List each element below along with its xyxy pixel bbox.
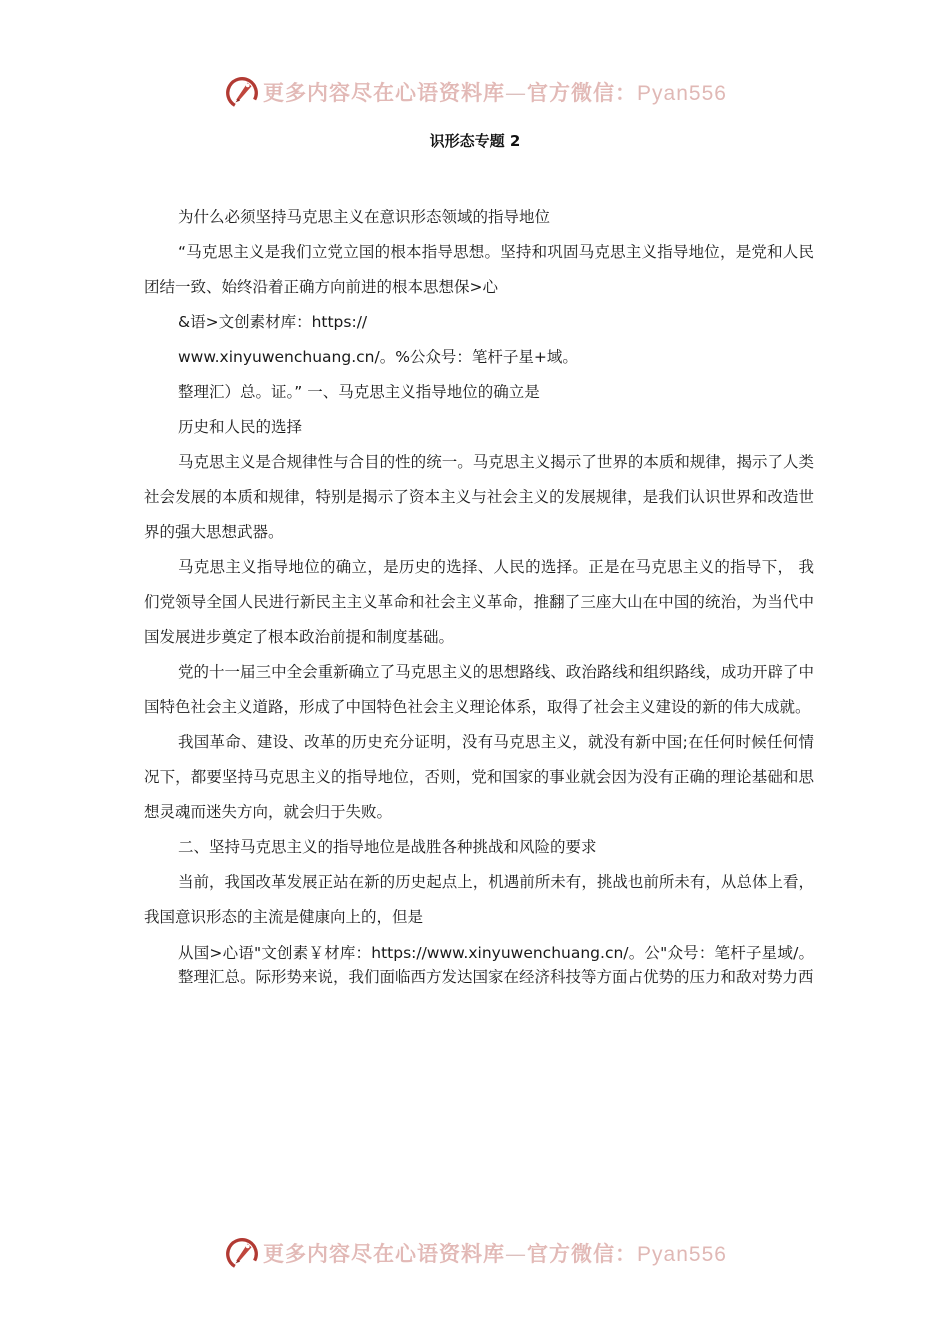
- paragraph: 当前，我国改革发展正站在新的历史起点上，机遇前所未有，挑战也前所未有，从总体上看，我国意识形态的主流是健康向上的，但是: [144, 873, 814, 926]
- banner-dash: —: [505, 1242, 528, 1266]
- paragraph: &语>文创素材库：https://: [178, 313, 368, 331]
- banner-wechat-label: 官方微信：: [527, 1241, 638, 1266]
- paragraph: 党的十一届三中全会重新确立了马克思主义的思想路线、政治路线和组织路线，成功开辟了中国特色社会主义道路，形成了中国特色社会主义理论体系，取得了社会主义建设的新的伟大成就。: [144, 663, 814, 716]
- paragraph: “马克思主义是我们立党立国的根本指导思想。坚持和巩固马克思主义指导地位，是党和人民团结一致、始终沿着正确方向前进的根本思想保>心: [144, 243, 814, 296]
- banner-text: 更多内容尽在心语资料库: [263, 1241, 506, 1266]
- pen-nib-icon: [223, 1234, 261, 1272]
- section-heading: 二、坚持马克思主义的指导地位是战胜各种挑战和风险的要求: [178, 838, 597, 856]
- paragraph: 马克思主义指导地位的确立，是历史的选择、人民的选择。正是在马克思主义的指导下， 我们党领导全国人民进行新民主主义革命和社会主义革命，推翻了三座大山在中国的统治，为当代中国发展进步奠定了根本政治前提和制度基础。: [144, 558, 814, 646]
- banner-wechat-label: 官方微信：: [527, 80, 638, 105]
- paragraph: 历史和人民的选择: [178, 418, 303, 436]
- pen-nib-icon: [223, 73, 261, 111]
- banner-wechat-id: Pyan556: [637, 82, 727, 105]
- paragraph: 为什么必须坚持马克思主义在意识形态领域的指导地位: [178, 208, 551, 226]
- document-body: [144, 200, 814, 989]
- paragraph: www.xinyuwenchuang.cn/。%公众号：笔杆子星+域。: [178, 348, 578, 366]
- paragraph: 马克思主义是合规律性与合目的性的统一。马克思主义揭示了世界的本质和规律，揭示了人类社会发展的本质和规律，特别是揭示了资本主义与社会主义的发展规律，是我们认识世界和改造世界的强大思想武器。: [144, 453, 814, 541]
- page-title: 识形态专题 2: [429, 132, 521, 150]
- header-banner: [0, 72, 950, 112]
- footer-banner: [0, 1233, 950, 1273]
- paragraph: 我国革命、建设、改革的历史充分证明，没有马克思主义，就没有新中国;在任何时候任何情况下，都要坚持马克思主义的指导地位，否则，党和国家的事业就会因为没有正确的理论基础和思想灵魂而迷失方向，就会归于失败。: [144, 733, 814, 821]
- banner-text: 更多内容尽在心语资料库: [263, 80, 506, 105]
- paragraph: 整理汇）总。证。” 一、马克思主义指导地位的确立是: [178, 383, 540, 401]
- paragraph: 从国>心语"文创素￥材库：https://www.xinyuwenchuang.cn/。公"众号：笔杆子星域/。整理汇总。际形势来说，我们面临西方发达国家在经济科技等方面占优势的压力和敌对势力西: [178, 944, 814, 986]
- banner-dash: —: [505, 81, 528, 105]
- banner-wechat-id: Pyan556: [637, 1243, 727, 1266]
